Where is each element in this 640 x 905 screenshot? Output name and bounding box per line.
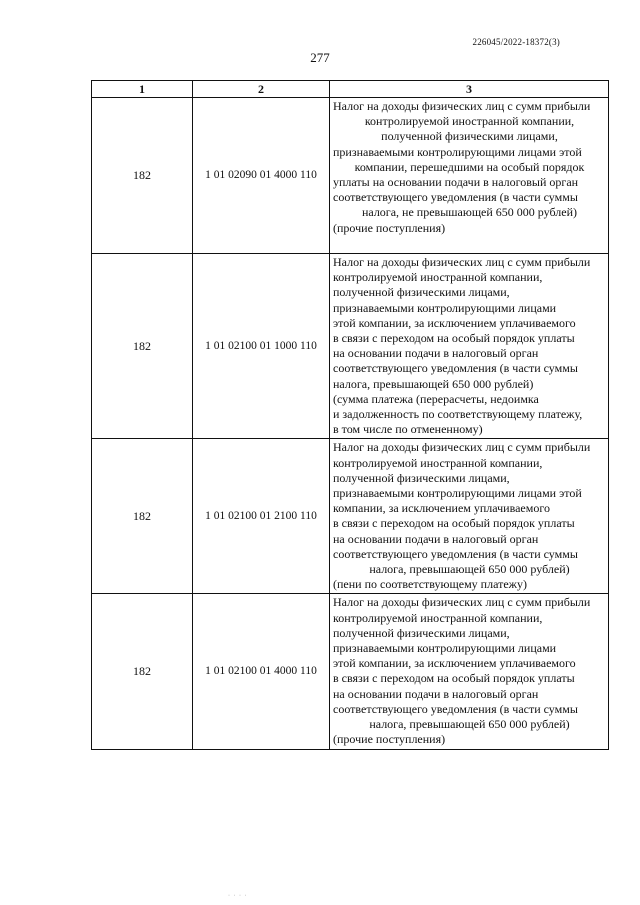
description-line: признаваемыми контролирующими лицами <box>333 641 557 656</box>
description-line: налога, превышающей 650 000 рублей) <box>369 562 570 577</box>
description-line: (пени по соответствующему платежу) <box>333 577 527 592</box>
description-line: в том числе по отмененному) <box>333 422 483 437</box>
table-row <box>92 594 609 749</box>
description-line: Налог на доходы физических лиц с сумм прибыли <box>333 255 591 269</box>
description-line: признаваемыми контролирующими лицами этой <box>333 486 582 501</box>
description-line: налога, превышающей 650 000 рублей) <box>333 376 534 391</box>
description-line: полученной физическими лицами, <box>333 625 510 640</box>
description-line: соответствующего уведомления (в части суммы <box>333 701 578 716</box>
admin-code-cell: 182 <box>92 98 193 254</box>
description-line: соответствующего уведомления (в части суммы <box>333 546 578 561</box>
description-line: признаваемыми контролирующими лицами этой <box>333 144 582 159</box>
description-line: этой компании, за исключением уплачиваемого <box>333 656 576 671</box>
description-line: на основании подачи в налоговый орган <box>333 686 539 701</box>
description-line: полученной физическими лицами, <box>333 285 510 300</box>
description-line: в связи с переходом на особый порядок уплаты <box>333 331 575 346</box>
table-body <box>92 98 609 750</box>
description-line: на основании подачи в налоговый орган <box>333 531 539 546</box>
description-line: соответствующего уведомления (в части суммы <box>333 361 578 376</box>
table-row <box>92 98 609 254</box>
column-header-3: 3 <box>330 81 609 98</box>
description-line: на основании подачи в налоговый орган <box>333 346 539 361</box>
kbk-code-cell: 1 01 02100 01 4000 110 <box>193 594 330 749</box>
description-line: в связи с переходом на особый порядок уплаты <box>333 671 575 686</box>
description-line: признаваемыми контролирующими лицами <box>333 300 557 315</box>
description-cell <box>330 594 609 749</box>
description-line: соответствующего уведомления (в части суммы <box>333 190 578 205</box>
description-line: Налог на доходы физических лиц с сумм прибыли <box>333 595 591 610</box>
description-cell <box>330 254 609 439</box>
description-line: и задолженность по соответствующему платежу, <box>333 407 583 422</box>
kbk-table <box>91 80 609 750</box>
description-line: налога, не превышающей 650 000 рублей) <box>361 205 578 220</box>
scan-artifact: · · · · <box>228 893 248 899</box>
admin-code-cell: 182 <box>92 594 193 749</box>
kbk-code-cell: 1 01 02100 01 1000 110 <box>193 254 330 439</box>
description-line: уплаты на основании подачи в налоговый орган <box>333 175 579 190</box>
column-header-1: 1 <box>92 81 193 98</box>
description-line: контролируемой иностранной компании, <box>333 610 543 625</box>
description-line: Налог на доходы физических лиц с сумм прибыли <box>333 99 591 113</box>
description-line: контролируемой иностранной компании, <box>364 114 575 129</box>
description-line: компании, за исключением уплачиваемого <box>333 501 550 516</box>
description-line: полученной физическими лицами, <box>381 129 558 144</box>
description-line: полученной физическими лицами, <box>333 470 510 485</box>
description-cell <box>330 98 609 254</box>
admin-code-cell: 182 <box>92 439 193 594</box>
description-cell <box>330 439 609 594</box>
table-row <box>92 439 609 594</box>
description-line: Налог на доходы физических лиц с сумм прибыли <box>333 440 591 455</box>
table-header-row <box>92 81 609 98</box>
document-id: 226045/2022-18372(3) <box>472 37 560 47</box>
description-line: компании, перешедшими на особый порядок <box>354 159 585 174</box>
description-line: контролируемой иностранной компании, <box>333 455 543 470</box>
description-line: этой компании, за исключением уплачиваемого <box>333 315 576 330</box>
description-line: (прочие поступления) <box>333 220 446 235</box>
description-line: (прочие поступления) <box>333 732 446 747</box>
description-line: (сумма платежа (перерасчеты, недоимка <box>333 391 539 406</box>
column-header-2: 2 <box>193 81 330 98</box>
kbk-code-cell: 1 01 02090 01 4000 110 <box>193 98 330 254</box>
description-line: контролируемой иностранной компании, <box>333 270 543 285</box>
kbk-code-cell: 1 01 02100 01 2100 110 <box>193 439 330 594</box>
description-line: налога, превышающей 650 000 рублей) <box>369 717 570 732</box>
admin-code-cell: 182 <box>92 254 193 439</box>
description-line: в связи с переходом на особый порядок уплаты <box>333 516 575 531</box>
table-row <box>92 254 609 439</box>
page-number: 277 <box>310 50 330 65</box>
